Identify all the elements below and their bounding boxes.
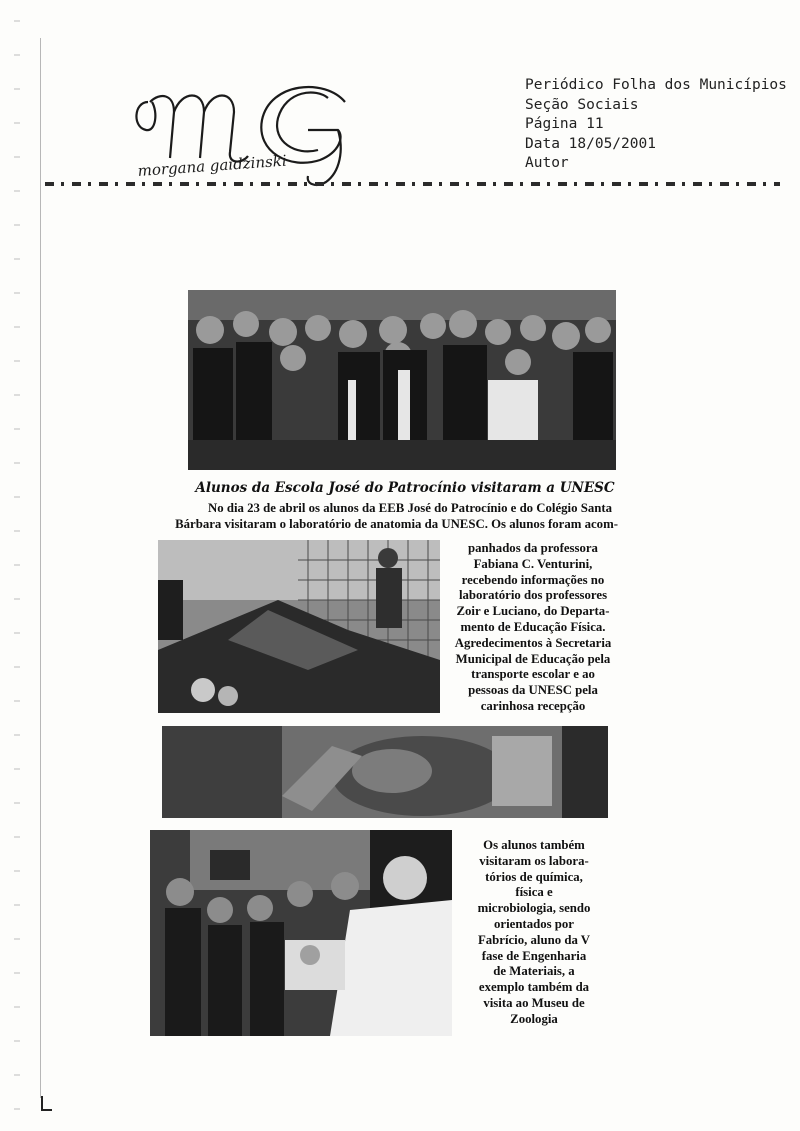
column-line: carinhosa recepção bbox=[480, 698, 586, 713]
column-line: visitaram os labora- bbox=[479, 853, 589, 868]
corner-crop-mark bbox=[40, 1096, 52, 1114]
meta-autor: Autor bbox=[525, 155, 569, 171]
column-line: panhados da professora bbox=[468, 541, 598, 555]
column-line: física e bbox=[515, 885, 553, 900]
column-line: pessoas da UNESC pela bbox=[468, 683, 598, 698]
column-line: recebendo informações no bbox=[461, 572, 605, 587]
column-line: Fabrício, aluno da V bbox=[477, 932, 591, 947]
column-line: Os alunos também bbox=[483, 838, 585, 852]
meta-pagina: Página 11 bbox=[525, 116, 604, 132]
chemistry-lab-photo bbox=[150, 830, 452, 1036]
binder-holes bbox=[14, 20, 20, 1110]
article-lead bbox=[148, 500, 620, 532]
brand-logo bbox=[130, 72, 365, 197]
column-line: Agredecimentos à Secretaria bbox=[454, 635, 612, 650]
column-line: Fabiana C. Venturini, bbox=[473, 556, 593, 571]
signature-text: morgana gaidzinski bbox=[137, 151, 288, 180]
column-line: visita ao Museu de bbox=[483, 995, 585, 1010]
column-line: fase de Engenharia bbox=[481, 948, 587, 963]
dashed-divider bbox=[45, 182, 780, 186]
clipping-metadata bbox=[525, 76, 787, 174]
lead-line: No dia 23 de abril os alunos da EEB José do Patrocínio e do Colégio Santa bbox=[208, 501, 612, 515]
column-line: exemplo também da bbox=[478, 980, 590, 995]
column-line: laboratório dos professores bbox=[458, 588, 608, 603]
column-line: transporte escolar e ao bbox=[471, 667, 595, 682]
anatomy-lab-photo bbox=[158, 540, 440, 713]
column-line: Municipal de Educação pela bbox=[455, 651, 611, 666]
column-line: tórios de química, bbox=[485, 869, 583, 884]
meta-secao: Seção Sociais bbox=[525, 96, 639, 113]
column-line: Zoir e Luciano, do Departa- bbox=[456, 604, 610, 619]
meta-data: Data 18/05/2001 bbox=[525, 135, 656, 152]
article-column-1 bbox=[446, 541, 620, 715]
column-line: Zoologia bbox=[510, 1011, 558, 1026]
margin-line bbox=[40, 38, 41, 1098]
column-line: microbiologia, sendo bbox=[477, 901, 591, 916]
column-line: de Materiais, a bbox=[493, 964, 575, 979]
meta-periodico: Periódico Folha dos Municípios bbox=[525, 77, 787, 93]
article-headline: Alunos da Escola José do Patrocínio visitaram a UNESC bbox=[195, 480, 615, 496]
monogram-mark bbox=[130, 72, 365, 197]
anatomy-model-photo bbox=[162, 726, 608, 818]
column-line: orientados por bbox=[494, 916, 574, 931]
group-photo bbox=[188, 290, 616, 470]
column-line: mento de Educação Física. bbox=[460, 619, 606, 634]
lead-line: Bárbara visitaram o laboratório de anatomia da UNESC. Os alunos foram acom- bbox=[175, 517, 618, 531]
article-column-2 bbox=[452, 838, 616, 1028]
